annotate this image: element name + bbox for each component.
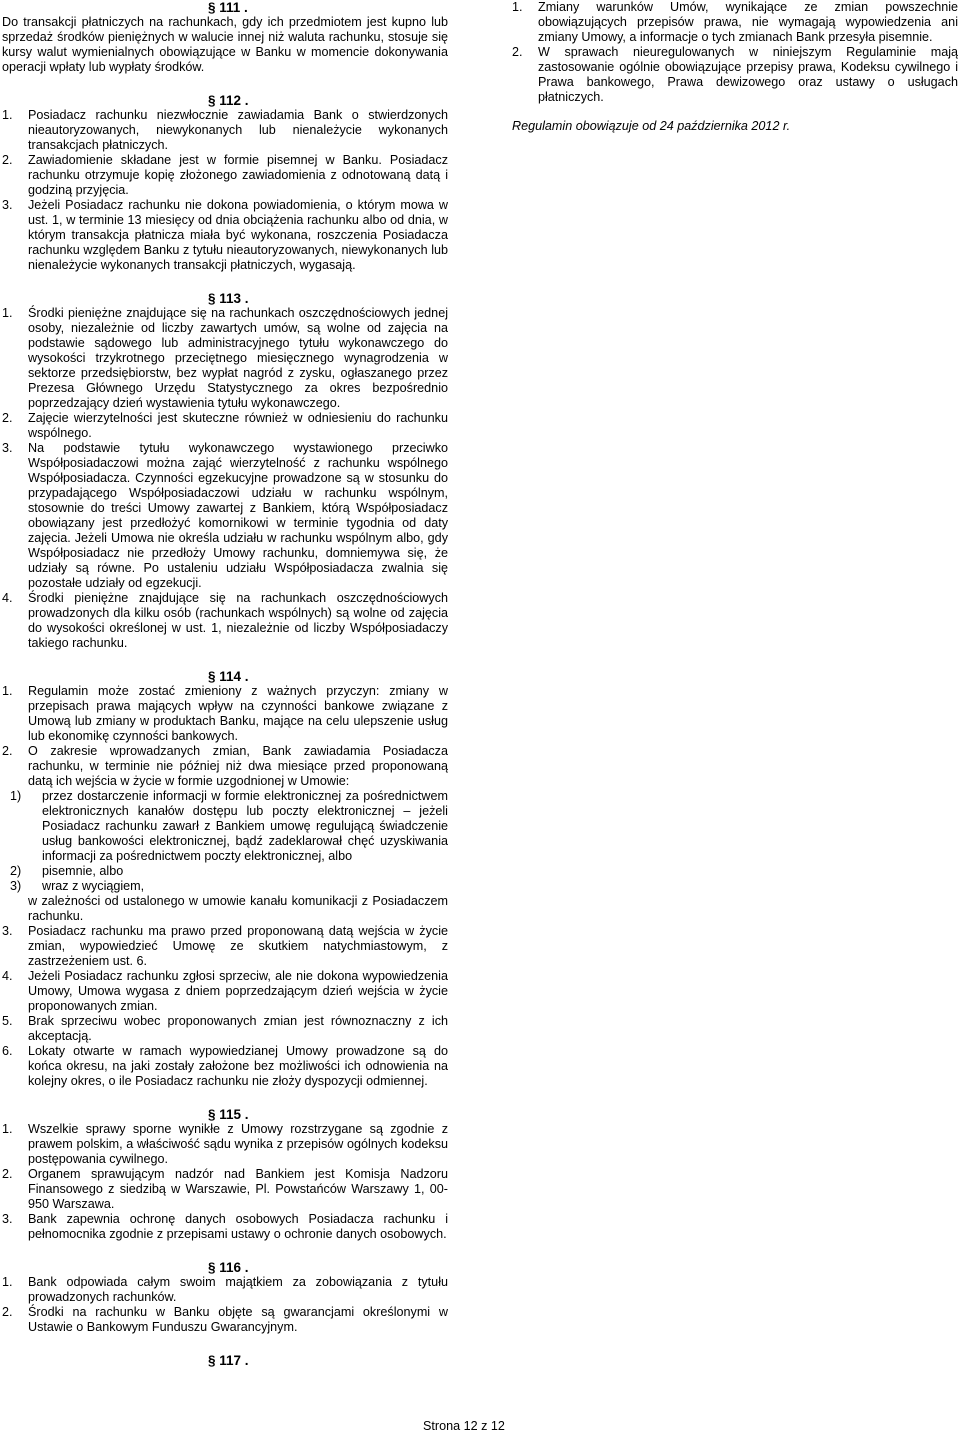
list-item [2,591,448,651]
item-text: Jeżeli Posiadacz rachunku nie dokona powiadomienia, o którym mowa w ust. 1, w terminie 13 miesięcy od dnia obciążenia rachunku albo od dnia, w którym transakcja płatnicza miała być wykonana, roszczenia Posiadacza rachunku względem Banku z tytułu nieautoryzowanych, niewykonanych lub nienależycie wykonanych transakcji płatniczych, wygasają. [28,198,448,272]
list-item [2,153,448,198]
sub-item-number: 3) [10,879,22,893]
item-number: 3. [2,1212,13,1226]
section-116-title: § 116 . [208,1260,249,1275]
item-number: 2. [2,411,13,425]
sub-item-text: wraz z wyciągiem, [42,879,145,893]
list-item [512,0,958,45]
item-text: Organem sprawującym nadzór nad Bankiem jest Komisja Nadzoru Finansowego z siedzibą w Warszawie, Pl. Powstańców Warszawy 1, 00-950 Warszawa. [28,1167,448,1211]
item-number: 1. [2,684,13,698]
list-item [2,1212,448,1242]
item-text: O zakresie wprowadzanych zmian, Bank zawiadamia Posiadacza rachunku, w terminie nie później niż dwa miesiące przed proponowaną datą ich wejścia w życie w formie uzgodnionej w Umowie: [28,744,448,788]
list-item [2,108,448,153]
regulation-effective-date: Regulamin obowiązuje od 24 października 2012 r. [512,119,791,133]
list-item [2,1044,448,1089]
item-text: Brak sprzeciwu wobec proponowanych zmian jest równoznaczny z ich akceptacją. [28,1014,448,1043]
item-text: Posiadacz rachunku ma prawo przed proponowaną datą wejścia w życie zmian, wypowiedzieć Umowę ze skutkiem natychmiastowym, z zastrzeżeniem ust. 6. [28,924,448,968]
item-text: Na podstawie tytułu wykonawczego wystawionego przeciwko Współposiadaczowi można zająć wierzytelność z rachunku wspólnego Współposiadacza. Czynności egzekucyjne prowadzone są w stosunku do przypadającego Współposiadaczowi udziału w rachunku wspólnym, stosownie do treści Umowy zawartej z Bankiem, którą Współposiadacz obowiązany jest przedłożyć komornikowi w terminie tygodnia od daty zajęcia. Jeżeli Umowa nie określa udziału w rachunku wspólnym albo, gdy Współposiadacz nie przedłoży Umowy rachunku, domniemywa się, że udziały są równe. Po ustaleniu udziału Współposiadacza zwalnia się pozostałe udziały od egzekucji. [28,441,448,590]
item-text: Zajęcie wierzytelności jest skuteczne również w odniesieniu do rachunku wspólnego. [28,411,448,440]
item-number: 5. [2,1014,13,1028]
list-item [2,684,448,744]
item-number: 3. [2,924,13,938]
item-number: 1. [2,1122,13,1136]
section-117-title: § 117 . [208,1353,249,1368]
section-111-title: § 111 . [208,0,248,15]
item-text: Bank zapewnia ochronę danych osobowych Posiadacza rachunku i pełnomocnika zgodnie z przepisami ustawy o ochronie danych osobowych. [28,1212,448,1241]
sub-list-item [2,864,448,879]
item-text: Środki pieniężne znajdujące się na rachunkach oszczędnościowych jednej osoby, niezależnie od liczby zawartych umów, są wolne od zajęcia na podstawie sądowego lub administracyjnego tytułu wykonawczego do wysokości trzykrotnego przeciętnego miesięcznego wynagrodzenia w sektorze przedsiębiorstw, bez wypłat nagród z zysku, ogłaszanego przez Prezesa Głównego Urzędu Statystycznego za okres bezpośrednio poprzedzający dzień wystawienia tytułu wykonawczego. [28,306,448,410]
item-number: 2. [512,45,523,59]
section-112-title: § 112 . [208,93,249,108]
list-item [2,441,448,591]
section-114-title: § 114 . [208,669,249,684]
item-text: W sprawach nieuregulowanych w niniejszym Regulaminie mają zastosowanie ogólnie obowiązujące przepisy prawa, Kodeksu cywilnego i Prawa bankowego, Prawa dewizowego oraz ustawy o usługach płatniczych. [538,45,958,104]
list-item [2,1122,448,1167]
sub-item-text: pisemnie, albo [42,864,124,878]
item-text: Lokaty otwarte w ramach wypowiedzianej Umowy prowadzone są do końca okresu, na jaki zostały założone bez możliwości ich odnowienia na kolejny okres, o ile Posiadacz rachunku nie złoży dyspozycji odmiennej. [28,1044,448,1088]
list-item [2,1014,448,1044]
sub-item-number: 1) [10,789,22,803]
right-column [512,0,958,134]
section-113-title: § 113 . [208,291,249,306]
list-item [2,924,448,969]
item-text: Środki pieniężne znajdujące się na rachunkach oszczędnościowych prowadzonych dla kilku osób (rachunkach wspólnych) są wolne od zajęcia do wysokości określonej w ust. 1, niezależnie od liczby Współposiadaczy takiego rachunku. [28,591,448,650]
item-text: Regulamin może zostać zmieniony z ważnych przyczyn: zmiany w przepisach prawa mających wpływ na czynności bankowe związane z Umową lub zmiany w produktach Banku, mające na celu ulepszenie usług lub ekonomikę czynności bankowych. [28,684,448,743]
list-item [2,744,448,789]
item-continuation: w zależności od ustalonego w umowie kanału komunikacji z Posiadaczem rachunku. [28,894,448,923]
item-text: Wszelkie sprawy sporne wynikłe z Umowy rozstrzygane są zgodnie z prawem polskim, a właściwość sądu wynika z przepisów ogólnych kodeksu postępowania cywilnego. [28,1122,448,1166]
item-number: 4. [2,969,13,983]
item-number: 2. [2,1305,13,1319]
sub-list-item [2,879,448,894]
item-text: Zawiadomienie składane jest w formie pisemnej w Banku. Posiadacz rachunku otrzymuje kopię złożonego zawiadomienia z odnotowaną datą i godziną przyjęcia. [28,153,448,197]
list-item [2,198,448,273]
item-number: 2. [2,1167,13,1181]
item-number: 2. [2,153,13,167]
item-number: 4. [2,591,13,605]
item-number: 1. [2,1275,13,1289]
page-number: Strona 12 z 12 [423,1419,505,1433]
list-item [2,1167,448,1212]
item-number: 3. [2,441,13,455]
left-column [2,0,448,1368]
item-text: Posiadacz rachunku niezwłocznie zawiadamia Bank o stwierdzonych nieautoryzowanych, niewykonanych lub nienależycie wykonanych transakcjach płatniczych. [28,108,448,152]
item-number: 2. [2,744,13,758]
item-text: Środki na rachunku w Banku objęte są gwarancjami określonymi w Ustawie o Bankowym Funduszu Gwarancyjnym. [28,1305,448,1334]
list-item [2,1305,448,1335]
item-text: Zmiany warunków Umów, wynikające ze zmian powszechnie obowiązujących przepisów prawa, nie wymagają wypowiedzenia ani zmiany Umowy, a informacje o tych zmianach Bank przesyła pisemnie. [538,0,958,44]
list-item [2,1275,448,1305]
list-item [2,306,448,411]
section-115-title: § 115 . [208,1107,249,1122]
item-number: 6. [2,1044,13,1058]
sub-item-text: przez dostarczenie informacji w formie elektronicznej za pośrednictwem elektronicznych kanałów dostępu lub poczty elektronicznej – jeżeli Posiadacz rachunku zawarł z Bankiem umowę regulującą świadczenie usług bankowości elektronicznej, bądź zadeklarował chęć uzyskiwania informacji za pośrednictwem poczty elektronicznej, albo [42,789,448,863]
item-text: Bank odpowiada całym swoim majątkiem za zobowiązania z tytułu prowadzonych rachunków. [28,1275,448,1304]
sub-item-number: 2) [10,864,22,878]
section-111-text: Do transakcji płatniczych na rachunkach, gdy ich przedmiotem jest kupno lub sprzedaż środków pieniężnych w walucie innej niż waluta rachunku, stosuje się kursy walut wymienialnych obowiązujące w Banku w momencie dokonywania operacji wpłaty lub wypłaty środków. [2,15,448,74]
item-number: 1. [2,306,13,320]
list-item [2,969,448,1014]
item-number: 1. [512,0,523,14]
item-number: 1. [2,108,13,122]
item-number: 3. [2,198,13,212]
item-text: Jeżeli Posiadacz rachunku zgłosi sprzeciw, ale nie dokona wypowiedzenia Umowy, Umowa wygasa z dniem poprzedzającym dzień wejścia w życie proponowanych zmian. [28,969,448,1013]
sub-list-item [2,789,448,864]
list-item [512,45,958,105]
list-item [2,411,448,441]
